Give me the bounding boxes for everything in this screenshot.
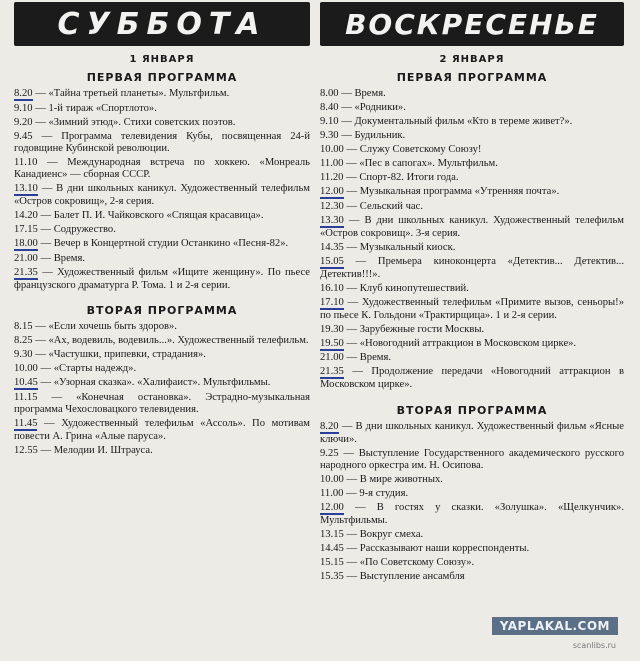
schedule-entry xyxy=(320,297,624,322)
entry-description: — Будильник. xyxy=(341,130,406,141)
entry-description: — Время. xyxy=(346,352,392,364)
schedule-entry xyxy=(14,335,310,347)
entry-time: 12.30 xyxy=(320,200,344,212)
entry-time: 19.30 xyxy=(320,323,344,335)
schedule-entry xyxy=(14,210,310,222)
entry-description: — В дни школьных каникул. Художественный телефильм «Остров сокровищ». 3-я серия. xyxy=(320,214,625,239)
entry-time: 21.35 xyxy=(320,366,344,378)
entry-description: — «Тайна третьей планеты». Мультфильм. xyxy=(35,88,230,99)
entry-description: — Художественный фильм «Ищите женщину». По пьесе французского драматурга Р. Тома. 1 и 2-я серии. xyxy=(14,267,310,291)
entry-description: — «Зимний этюд». Стихи советских поэтов. xyxy=(35,116,236,128)
schedule-entry xyxy=(320,352,624,364)
schedule-entry xyxy=(320,571,624,583)
schedule-entry xyxy=(14,103,310,115)
schedule-entry xyxy=(320,338,624,351)
watermark-source: scanlibs.ru xyxy=(572,641,616,650)
entry-description: — Художественный телефильм «Примите вызов, сеньоры!» по пьесе К. Гольдони «Трактирщица». 1 и 2-я серии. xyxy=(320,296,624,321)
schedule-entry xyxy=(320,529,624,541)
entry-description: — Международная встреча по хоккею. «Монреаль Канадиенс» — сборная СССР. xyxy=(14,157,310,181)
entry-time: 10.00 xyxy=(14,363,38,375)
entry-description: — Служу Советскому Союзу! xyxy=(346,144,482,155)
schedule-entry xyxy=(320,158,624,170)
schedule-entry xyxy=(14,117,310,129)
schedule-list xyxy=(320,88,624,392)
entry-description: — Содружество. xyxy=(40,224,116,236)
program-title: ВТОРАЯ ПРОГРАММА xyxy=(396,403,548,417)
entry-time: 13.15 xyxy=(320,529,344,540)
entry-description: — «Старты надежд». xyxy=(40,363,137,375)
schedule-entry xyxy=(14,321,310,333)
entry-description: — Документальный фильм «Кто в тереме живет?». xyxy=(341,116,573,127)
entry-description: — «Если хочешь быть здоров». xyxy=(35,321,177,333)
entry-time: 11.15 xyxy=(14,392,38,403)
entry-time: 11.45 xyxy=(14,418,38,430)
entry-time: 14.45 xyxy=(320,543,344,554)
entry-time: 9.45 xyxy=(14,130,33,142)
entry-description: — «Узорная сказка». «Халифаист». Мультфильмы. xyxy=(40,377,271,389)
entry-description: — 1-й тираж «Спортлото». xyxy=(35,102,157,114)
entry-description: — Мелодии И. Штрауса. xyxy=(40,445,153,457)
entry-time: 9.20 xyxy=(14,116,33,128)
schedule-entry xyxy=(320,488,624,500)
entry-description: — Спорт-82. Итоги года. xyxy=(346,172,459,183)
entry-time: 10.00 xyxy=(320,144,344,155)
schedule-entry xyxy=(320,116,624,128)
entry-description: — Музыкальный киоск. xyxy=(346,241,456,253)
entry-time: 9.30 xyxy=(320,130,339,141)
entry-time: 11.00 xyxy=(320,158,344,169)
program-title: ПЕРВАЯ ПРОГРАММА xyxy=(86,71,238,84)
schedule-entry xyxy=(320,448,624,473)
schedule-entry xyxy=(320,474,624,486)
schedule-entry xyxy=(14,267,310,292)
entry-time: 18.00 xyxy=(14,238,38,250)
entry-time: 8.15 xyxy=(14,321,33,333)
entry-description: — Художественный телефильм «Ассоль». По мотивам повести А. Грина «Алые паруса». xyxy=(14,418,310,443)
schedule-entry xyxy=(320,172,624,184)
entry-time: 8.40 xyxy=(320,102,339,113)
entry-description: — «Частушки, припевки, страдания». xyxy=(35,349,206,361)
entry-description: — Выступление ансамбля xyxy=(346,571,465,582)
entry-time: 17.15 xyxy=(14,224,38,236)
schedule-entry xyxy=(320,130,624,142)
schedule-list xyxy=(320,421,624,584)
entry-description: — Программа телевидения Кубы, посвященная 24-й годовщине Кубинской революции. xyxy=(14,130,310,154)
entry-description: — Музыкальная программа «Утренняя почта». xyxy=(346,186,560,197)
schedule-entry xyxy=(320,256,624,281)
entry-time: 15.35 xyxy=(320,571,344,582)
entry-time: 11.20 xyxy=(320,172,344,183)
schedule-entry xyxy=(320,201,624,213)
entry-time: 9.10 xyxy=(320,116,339,127)
sunday-column xyxy=(320,0,624,585)
schedule-entry xyxy=(14,377,310,390)
saturday-banner: СУББОТА xyxy=(14,2,310,46)
schedule-entry xyxy=(14,253,310,265)
saturday-programs xyxy=(14,71,310,458)
sunday-programs xyxy=(320,71,624,583)
entry-time: 9.30 xyxy=(14,349,33,361)
entry-time: 9.10 xyxy=(14,102,33,114)
entry-description: — Выступление Государственного академического русского народного оркестра им. Н. Осипова. xyxy=(320,447,624,471)
sunday-date: 2 ЯНВАРЯ xyxy=(439,54,505,65)
entry-description: — В гостях у сказки. «Золушка». «Щелкунчик». Мультфильмы. xyxy=(320,502,624,526)
schedule-entry xyxy=(14,445,310,457)
entry-time: 15.15 xyxy=(320,557,344,568)
entry-description: — «Конечная остановка». Эстрадно-музыкальная программа Чехословацкого телевидения. xyxy=(14,392,310,416)
schedule-entry xyxy=(320,242,624,254)
entry-description: — В мире животных. xyxy=(346,474,443,485)
entry-time: 8.20 xyxy=(320,420,339,432)
schedule-entry xyxy=(320,502,624,527)
entry-time: 13.10 xyxy=(14,183,38,195)
schedule-entry xyxy=(320,324,624,336)
entry-time: 11.00 xyxy=(320,488,344,499)
entry-time: 8.00 xyxy=(320,88,339,99)
entry-description: — Сельский час. xyxy=(346,200,423,212)
entry-description: — Время. xyxy=(341,88,386,99)
entry-time: 17.10 xyxy=(320,296,344,308)
program-title: ВТОРАЯ ПРОГРАММА xyxy=(86,304,238,318)
entry-time: 12.00 xyxy=(320,502,344,513)
schedule-entry xyxy=(320,144,624,156)
entry-description: — Зарубежные гости Москвы. xyxy=(346,323,485,335)
entry-description: — В дни школьных каникул. Художественный фильм «Ясные ключи». xyxy=(320,420,624,445)
entry-description: — «Пес в сапогах». Мультфильм. xyxy=(346,158,498,169)
entry-description: — Премьера киноконцерта «Детектив... Детектив... Детектив!!!». xyxy=(320,255,624,280)
entry-time: 19.50 xyxy=(320,337,344,349)
entry-description: — Продолжение передачи «Новогодний аттракцион в Московском цирке». xyxy=(320,366,624,391)
schedule-entry xyxy=(320,366,624,391)
entry-description: — В дни школьных каникул. Художественный телефильм «Остров сокровищ», 2-я серия. xyxy=(14,183,311,208)
entry-time: 12.00 xyxy=(320,186,344,197)
entry-time: 16.10 xyxy=(320,282,344,294)
schedule-entry xyxy=(320,186,624,199)
saturday-date: 1 ЯНВАРЯ xyxy=(129,54,195,65)
schedule-entry xyxy=(14,157,310,182)
schedule-entry xyxy=(14,183,310,208)
schedule-entry xyxy=(320,88,624,100)
schedule-entry xyxy=(14,88,310,101)
schedule-entry xyxy=(320,421,624,446)
sunday-banner: ВОСКРЕСЕНЬЕ xyxy=(320,2,624,46)
entry-time: 8.25 xyxy=(14,335,33,347)
entry-time: 14.35 xyxy=(320,241,344,253)
entry-time: 12.55 xyxy=(14,445,38,457)
entry-time: 9.25 xyxy=(320,447,339,459)
entry-description: — Время. xyxy=(40,253,86,264)
entry-description: — 9-я студия. xyxy=(346,488,409,499)
schedule-entry xyxy=(320,557,624,569)
schedule-entry xyxy=(14,418,310,443)
entry-description: — Клуб кинопутешествий. xyxy=(346,282,469,294)
entry-time: 21.00 xyxy=(320,352,344,364)
schedule-entry xyxy=(320,283,624,295)
schedule-list xyxy=(14,321,310,457)
watermark-badge: YAPLAKAL.COM xyxy=(492,617,618,635)
entry-time: 8.20 xyxy=(14,88,33,99)
schedule-entry xyxy=(14,392,310,417)
entry-time: 15.05 xyxy=(320,255,344,267)
schedule-entry xyxy=(320,543,624,555)
schedule-entry xyxy=(14,224,310,236)
program-title: ПЕРВАЯ ПРОГРАММА xyxy=(396,71,548,84)
entry-description: — «Новогодний аттракцион в Московском цирке». xyxy=(346,337,577,349)
schedule-entry xyxy=(14,363,310,375)
schedule-entry xyxy=(320,215,624,240)
schedule-entry xyxy=(14,238,310,251)
entry-description: — Вечер в Концертной студии Останкино «Песня-82». xyxy=(40,238,289,250)
entry-description: — «Родники». xyxy=(341,102,406,113)
entry-time: 13.30 xyxy=(320,214,344,226)
entry-description: — Вокруг смеха. xyxy=(346,529,424,540)
entry-description: — «По Советскому Союзу». xyxy=(346,557,475,568)
entry-description: — Балет П. И. Чайковского «Спящая красавица». xyxy=(40,210,264,222)
entry-time: 11.10 xyxy=(14,157,38,168)
schedule-entry xyxy=(320,102,624,114)
schedule-list xyxy=(14,88,310,292)
schedule-entry xyxy=(14,349,310,361)
entry-description: — «Ах, водевиль, водевиль...». Художественный телефильм. xyxy=(35,335,309,347)
entry-time: 10.45 xyxy=(14,377,38,389)
entry-description: — Рассказывают наши корреспонденты. xyxy=(346,543,530,554)
entry-time: 21.35 xyxy=(14,267,38,278)
entry-time: 14.20 xyxy=(14,210,38,222)
entry-time: 21.00 xyxy=(14,253,38,264)
schedule-entry xyxy=(14,131,310,156)
saturday-column xyxy=(14,0,310,459)
entry-time: 10.00 xyxy=(320,474,344,485)
